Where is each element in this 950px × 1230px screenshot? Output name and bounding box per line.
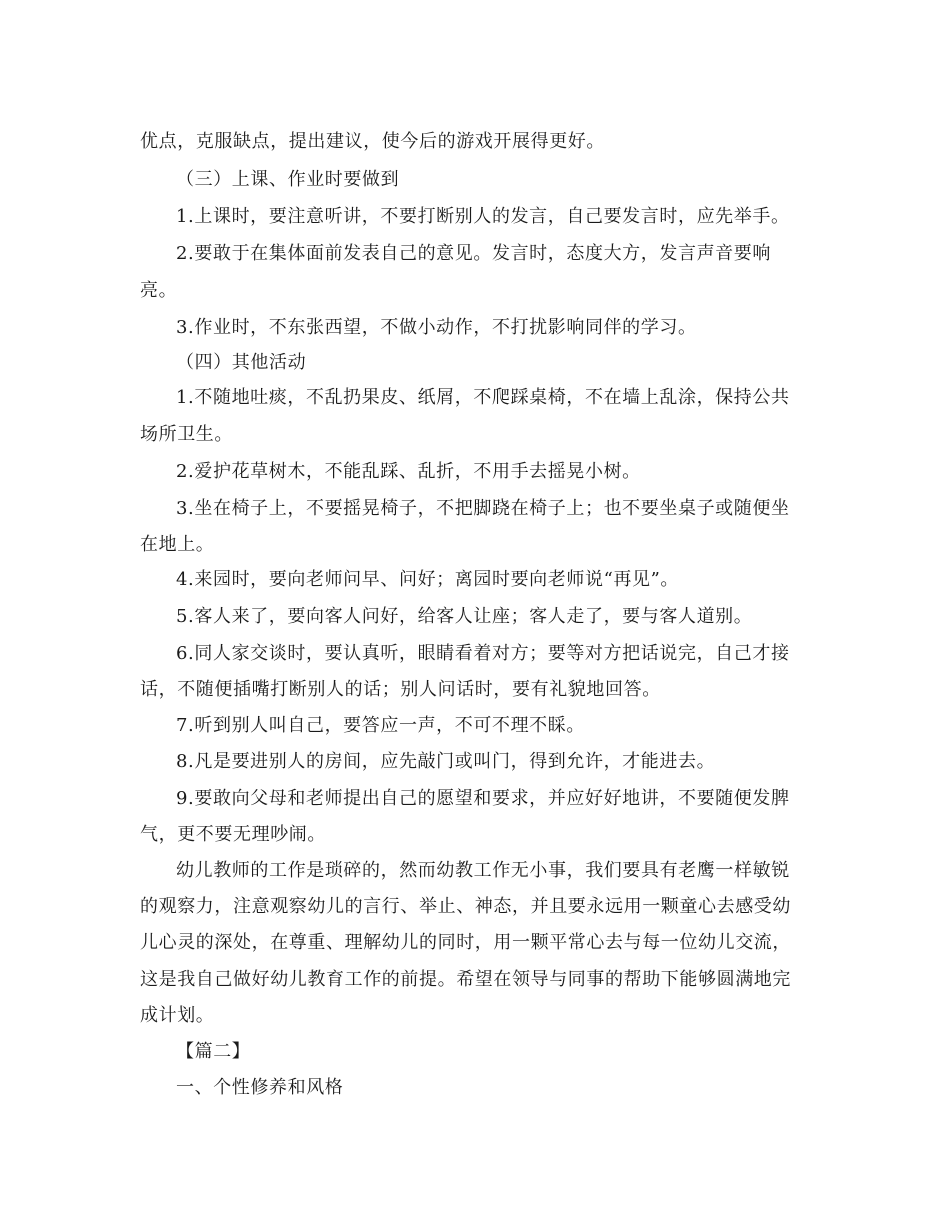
text-line: 1.不随地吐痰，不乱扔果皮、纸屑，不爬踩桌椅，不在墙上乱涂，保持公共 [176,387,790,408]
text-line: 这是我自己做好幼儿教育工作的前提。希望在领导与同事的帮助下能够圆满地完 [140,969,791,990]
text-line: 5.客人来了，要向客人问好，给客人让座；客人走了，要与客人道别。 [176,606,753,627]
section-heading: 【篇二】 [176,1041,251,1062]
text-line: 话，不随便插嘴打断别人的话；别人问话时，要有礼貌地回答。 [140,679,661,700]
text-line: 6.同人家交谈时，要认真听，眼睛看着对方；要等对方把话说完，自己才接 [176,643,790,664]
text-line: 8.凡是要进别人的房间，应先敲门或叫门，得到允许，才能进去。 [176,751,716,772]
text-line: 2.爱护花草树木，不能乱踩、乱折，不用手去摇晃小树。 [176,461,641,482]
text-line: 的观察力，注意观察幼儿的言行、举止、神态，并且要永远用一颗童心去感受幼 [140,896,791,917]
text-line: 成计划。 [140,1005,215,1026]
text-line: 3.作业时，不东张西望，不做小动作，不打扰影响同伴的学习。 [176,317,697,338]
text-line: 4.来园时，要向老师问早、问好；离园时要向老师说“再见”。 [176,569,679,590]
text-line: 7.听到别人叫自己，要答应一声，不可不理不睬。 [176,715,585,736]
section-heading: 一、个性修养和风格 [176,1077,344,1098]
text-line: 2.要敢于在集体面前发表自己的意见。发言时，态度大方，发言声音要响 [176,243,771,264]
text-line: 亮。 [140,280,178,301]
text-line: 1.上课时，要注意听讲，不要打断别人的发言，自己要发言时，应先举手。 [176,206,790,227]
section-heading: （三）上课、作业时要做到 [176,169,400,190]
text-line: 优点，克服缺点，提出建议，使今后的游戏开展得更好。 [140,131,605,152]
text-line: 9.要敢向父母和老师提出自己的愿望和要求，并应好好地讲，不要随便发脾 [176,788,790,809]
section-heading: （四）其他活动 [176,352,307,373]
text-line: 幼儿教师的工作是琐碎的，然而幼教工作无小事，我们要具有老鹰一样敏锐 [176,860,790,881]
text-line: 场所卫生。 [140,424,233,445]
text-line: 3.坐在椅子上，不要摇晃椅子，不把脚跷在椅子上；也不要坐桌子或随便坐 [176,498,790,519]
text-line: 儿心灵的深处，在尊重、理解幼儿的同时，用一颗平常心去与每一位幼儿交流， [140,932,791,953]
text-line: 在地上。 [140,534,215,555]
text-line: 气，更不要无理吵闹。 [140,824,326,845]
